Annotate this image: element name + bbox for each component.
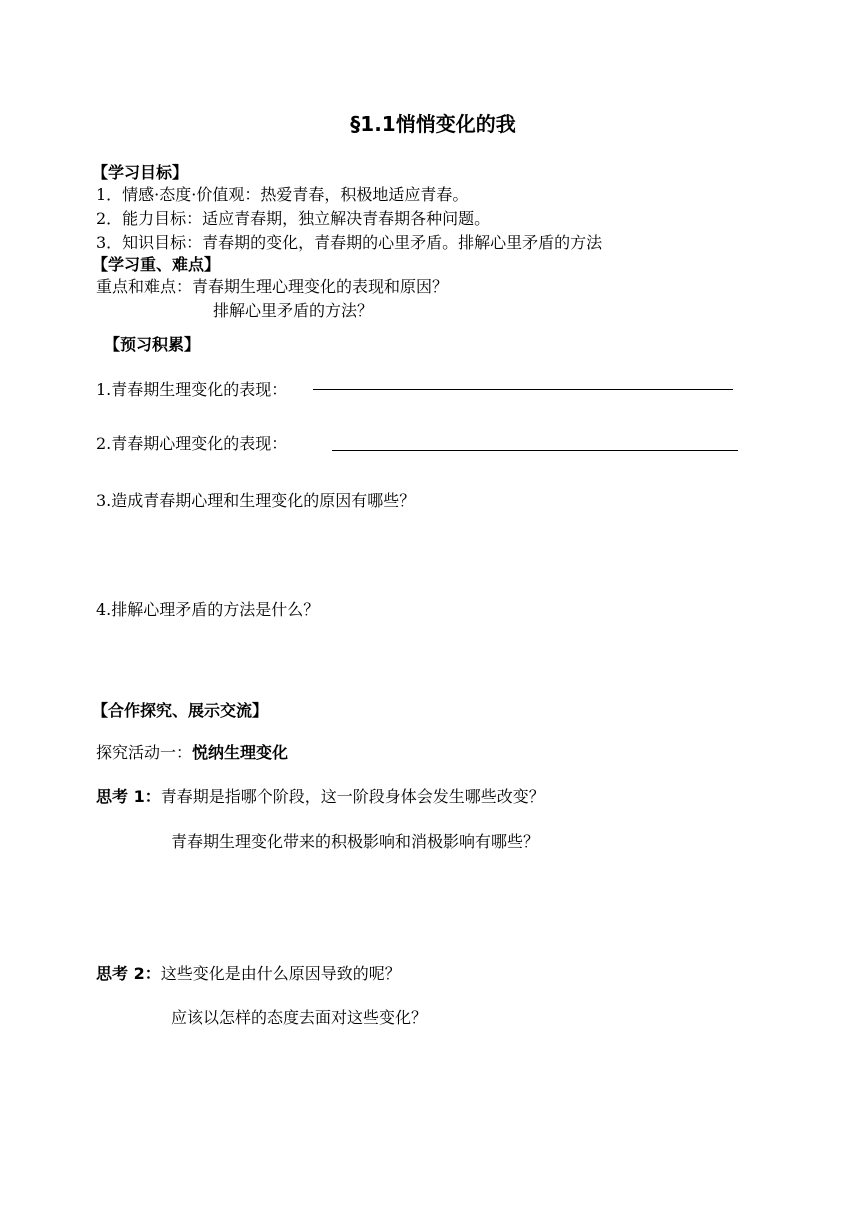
preview-question: 1.青春期生理变化的表现： bbox=[96, 380, 288, 399]
think-question: 青春期是指哪个阶段，这一阶段身体会发生哪些改变？ bbox=[160, 787, 545, 806]
preview-question: 2.青春期心理变化的表现： bbox=[96, 434, 288, 453]
explore-heading: 【合作探究、展示交流】 bbox=[92, 701, 269, 720]
objectives-heading: 【学习目标】 bbox=[92, 163, 189, 182]
keypoints-line: 重点和难点：青春期生理心理变化的表现和原因？ bbox=[96, 277, 449, 296]
keypoints-line: 排解心里矛盾的方法？ bbox=[213, 301, 374, 320]
think-label: 思考 1： bbox=[96, 787, 161, 806]
preview-heading: 【预习积累】 bbox=[104, 335, 201, 354]
think-2 bbox=[96, 961, 401, 984]
activity-line bbox=[96, 740, 288, 763]
page-title: §1.1悄悄变化的我 bbox=[350, 112, 516, 136]
objective-item: 2．能力目标：适应青春期，独立解决青春期各种问题。 bbox=[96, 209, 491, 228]
think-question: 青春期生理变化带来的积极影响和消极影响有哪些？ bbox=[171, 832, 540, 851]
think-1 bbox=[96, 784, 545, 807]
think-label: 思考 2： bbox=[96, 964, 161, 983]
think-question: 应该以怎样的态度去面对这些变化？ bbox=[171, 1008, 428, 1027]
keypoints-heading: 【学习重、难点】 bbox=[92, 255, 221, 274]
preview-question: 4.排解心理矛盾的方法是什么？ bbox=[96, 600, 320, 619]
activity-prefix: 探究活动一： bbox=[96, 743, 193, 762]
preview-question: 3.造成青春期心理和生理变化的原因有哪些？ bbox=[96, 491, 416, 510]
think-question: 这些变化是由什么原因导致的呢？ bbox=[160, 964, 401, 983]
answer-blank-line[interactable] bbox=[332, 450, 738, 451]
activity-title: 悦纳生理变化 bbox=[192, 743, 289, 762]
answer-blank-line[interactable] bbox=[313, 389, 733, 390]
objective-item: 1．情感·态度·价值观：热爱青春，积极地适应青春。 bbox=[96, 185, 469, 204]
objective-item: 3．知识目标：青春期的变化，青春期的心里矛盾。排解心里矛盾的方法 bbox=[96, 233, 603, 252]
